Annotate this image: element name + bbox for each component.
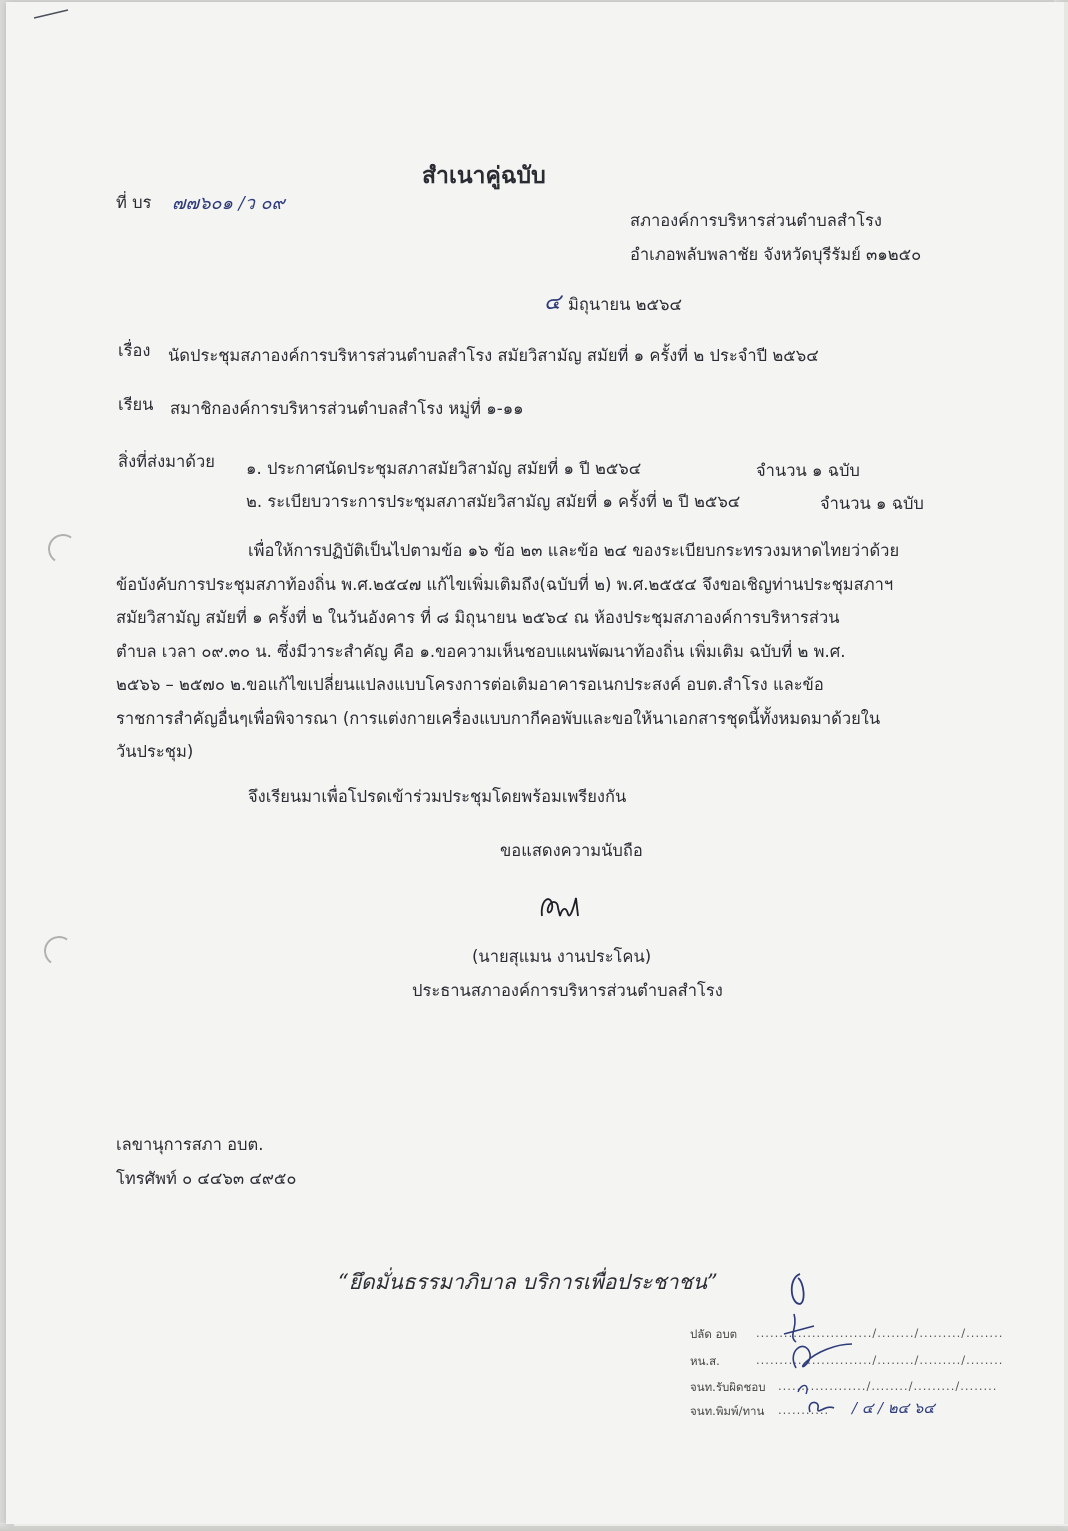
routing-dots: .................../......../........./........ [778, 1379, 998, 1393]
sender-line-1: สภาองค์การบริหารส่วนตำบลสำโรง [630, 211, 882, 230]
body-line: วันประชุม) [116, 742, 194, 761]
body-line: ข้อบังคับการประชุมสภาท้องถิ่น พ.ศ.๒๕๔๗ แก้ไขเพิ่มเติมถึง(ฉบับที่ ๒) พ.ศ.๒๕๕๔ จึงขอเชิญท่านประชุมสภาฯ [116, 574, 894, 594]
salutation-text: สมาชิกองค์การบริหารส่วนตำบลสำโรง หมู่ที่ ๑-๑๑ [170, 399, 524, 418]
sender-line-2: อำเภอพลับพลาชัย จังหวัดบุรีรัมย์ ๓๑๒๕๐ [630, 245, 922, 264]
subject-text: นัดประชุมสภาองค์การบริหารส่วนตำบลสำโรง สมัยวิสามัญ สมัยที่ ๑ ครั้งที่ ๒ ประจำปี ๒๕๖๔ [168, 346, 819, 365]
routing-initials [776, 1308, 886, 1428]
routing-label-2: หน.ส. [690, 1354, 720, 1368]
routing-dots: ........................./......../........./........ [756, 1326, 1004, 1340]
date-month-year: มิถุนายน ๒๕๖๔ [568, 295, 682, 314]
body-line: เพื่อให้การปฏิบัติเป็นไปตามข้อ ๑๖ ข้อ ๒๓ และข้อ ๒๔ ของระเบียบกระทรวงมหาดไทยว่าด้วย [248, 541, 900, 560]
routing-label-3: จนท.รับผิดชอบ [690, 1380, 766, 1394]
reference-number: ๗๗๖๐๑ /ว ๐๙ [172, 193, 285, 214]
enclosure-item-1: ๑. ประกาศนัดประชุมสภาสมัยวิสามัญ สมัยที่ ๑ ปี ๒๕๖๔ [246, 459, 642, 478]
enclosure-item-1-qty: จำนวน ๑ ฉบับ [756, 461, 860, 480]
body-line: ตำบล เวลา ๐๙.๓๐ น. ซึ่งมีวาระสำคัญ คือ ๑.ขอความเห็นชอบแผนพัฒนาท้องถิ่น เพิ่มเติม ฉบับที่ ๒ พ.ศ. [116, 641, 846, 661]
document-title: สำเนาคู่ฉบับ [422, 163, 546, 189]
document-sheet [6, 2, 1064, 1524]
salutation-label: เรียน [118, 395, 154, 414]
signatory-name: (นายสุแมน งานประโคน) [472, 947, 652, 966]
routing-dots: ........................./......../........./........ [756, 1353, 1004, 1367]
pen-circle-mark [786, 1270, 812, 1310]
enclosure-item-2: ๒. ระเบียบวาระการประชุมสภาสมัยวิสามัญ สมัยที่ ๑ ครั้งที่ ๒ ปี ๒๕๖๔ [246, 492, 741, 511]
body-paragraph [116, 534, 976, 769]
chairman-signature [536, 886, 586, 926]
body-line: ราชการสำคัญอื่นๆเพื่อพิจารณา (การแต่งกายเครื่องแบบกากีคอพับและขอให้นาเอกสารชุดนี้ทั้งหมดมาด้วยใน [116, 708, 881, 728]
reference-label: ที่ บร [116, 193, 152, 212]
subject-label: เรื่อง [118, 341, 151, 360]
closing-request: จึงเรียนมาเพื่อโปรดเข้าร่วมประชุมโดยพร้อมเพรียงกัน [248, 787, 627, 806]
date-day: ๔ [544, 290, 561, 315]
motto: “ยึดมั่นธรรมาภิบาล บริการเพื่อประชาชน” [338, 1270, 718, 1294]
routing-dots: ........... [778, 1403, 830, 1417]
punch-hole-bottom [42, 934, 77, 969]
punch-hole-top [46, 532, 81, 567]
signatory-position: ประธานสภาองค์การบริหารส่วนตำบลสำโรง [412, 981, 723, 1000]
contact-phone: โทรศัพท์ ๐ ๔๔๖๓ ๔๙๕๐ [116, 1169, 297, 1188]
corner-pen-mark [32, 6, 72, 26]
routing-label-1: ปลัด อบต [690, 1327, 738, 1341]
body-line: ๒๕๖๖ – ๒๕๗๐ ๒.ขอแก้ไขเปลี่ยนแปลงแบบโครงการต่อเติมอาคารอเนกประสงค์ อบต.สำโรง และข้อ [116, 675, 824, 694]
routing-date-mark: / ๔ / ๒๔ ๖๔ [852, 1399, 935, 1417]
contact-office: เลขานุการสภา อบต. [116, 1135, 264, 1154]
enclosures-label: สิ่งที่ส่งมาด้วย [118, 452, 215, 471]
closing-salutation: ขอแสดงความนับถือ [500, 841, 643, 860]
body-line: สมัยวิสามัญ สมัยที่ ๑ ครั้งที่ ๒ ในวันอังคาร ที่ ๘ มิถุนายน ๒๕๖๔ ณ ห้องประชุมสภาองค์การบริหารส่วน [116, 608, 840, 627]
enclosure-item-2-qty: จำนวน ๑ ฉบับ [820, 494, 924, 513]
paper-stack-bottom [0, 1523, 1068, 1531]
routing-label-4: จนท.พิมพ์/ทาน [690, 1404, 765, 1418]
